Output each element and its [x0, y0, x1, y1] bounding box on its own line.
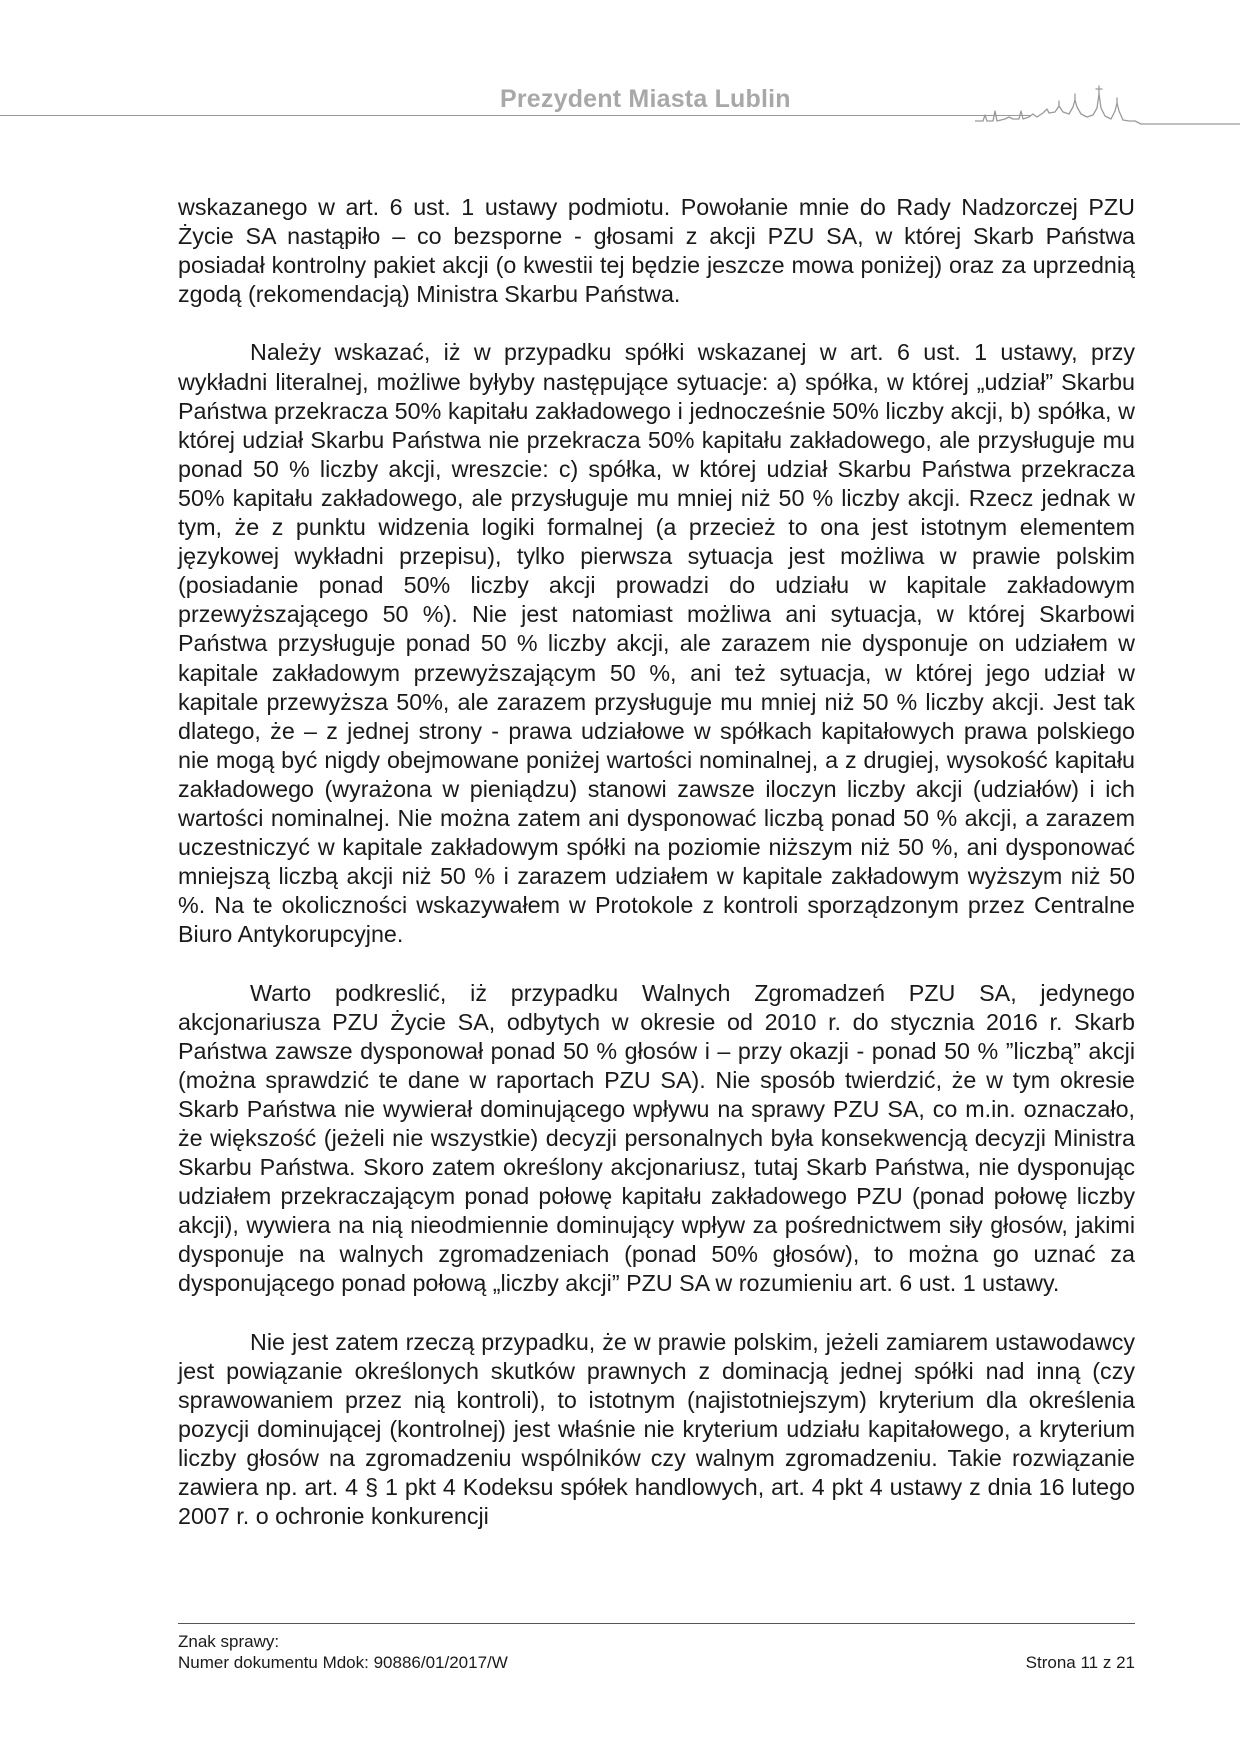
page-number: Strona 11 z 21 — [1025, 1653, 1135, 1672]
footer-row — [178, 1652, 1135, 1673]
document-number: Numer dokumentu Mdok: 90886/01/2017/W — [178, 1653, 508, 1672]
paragraph-2: Należy wskazać, iż w przypadku spółki wskazanej w art. 6 ust. 1 ustawy, przy wykładni literalnej, możliwe byłyby następujące sytuacje: a) spółka, w której „udział” Skarbu Państwa przekracza 50% kapitału zakładowego i jednocześnie 50% liczby akcji, b) spółka, w której udział Skarbu Państwa nie przekracza 50% kapitału zakładowego, ale przysługuje mu ponad 50 % liczby akcji, wreszcie: c) spółka, w której udział Skarbu Państwa przekracza 50% kapitału zakładowego, ale przysługuje mu mniej niż 50 % liczby akcji. Rzecz jednak w tym, że z punktu widzenia logiki formalnej (a przecież to ona jest istotnym elementem językowej wykładni przepisu), tylko pierwsza sytuacja jest możliwa w prawie polskim (posiadanie ponad 50% liczby akcji prowadzi do udziału w kapitale zakładowym przewyższającego 50 %). Nie jest natomiast możliwa ani sytuacja, w której Skarbowi Państwa przysługuje ponad 50 % liczby akcji, ale zarazem nie dysponuje on udziałem w kapitale zakładowym przewyższającym 50 %, ani też sytuacja, w której jego udział w kapitale przewyższa 50%, ale zarazem przysługuje mu mniej niż 50 % liczby akcji. Jest tak dlatego, że – z jednej strony - prawa udziałowe w spółkach kapitałowych prawa polskiego nie mogą być nigdy obejmowane poniżej wartości nominalnej, a z drugiej, wysokość kapitału zakładowego (wyrażona w pieniądzu) stanowi zawsze iloczyn liczby akcji (udziałów) i ich wartości nominalnej. Nie można zatem ani dysponować liczbą ponad 50 % akcji, a zarazem uczestniczyć w kapitale zakładowym spółki na poziomie niższym niż 50 %, ani dysponować mniejszą liczbą akcji niż 50 % i zarazem udziałem w kapitale zakładowym wyższym niż 50 %. Na te okoliczności wskazywałem w Protokole z kontroli sporządzonym przez Centralne Biuro Antykorupcyjne. — [178, 339, 1135, 948]
document-body — [178, 193, 1135, 1560]
footer-divider — [178, 1623, 1135, 1624]
header-divider — [0, 115, 1030, 116]
page-footer — [178, 1623, 1135, 1673]
paragraph-4: Nie jest zatem rzeczą przypadku, że w prawie polskim, jeżeli zamiarem ustawodawcy jest powiązanie określonych skutków prawnych z dominacją jednej spółki nad inną (czy sprawowaniem przez nią kontroli), to istotnym (najistotniejszym) kryterium dla określenia pozycji dominującej (kontrolnej) jest właśnie nie kryterium udziału kapitałowego, a kryterium liczby głosów na zgromadzeniu wspólników czy walnym zgromadzeniu. Takie rozwiązanie zawiera np. art. 4 § 1 pkt 4 Kodeksu spółek handlowych, art. 4 pkt 4 ustawy z dnia 16 lutego 2007 r. o ochronie konkurencji — [178, 1328, 1135, 1530]
paragraph-3: Warto podkreslić, iż przypadku Walnych Zgromadzeń PZU SA, jedynego akcjonariusza PZU Życie SA, odbytych w okresie od 2010 r. do stycznia 2016 r. Skarb Państwa zawsze dysponował ponad 50 % głosów i – przy okazji - ponad 50 % ”liczbą” akcji (można sprawdzić te dane w raportach PZU SA). Nie sposób twierdzić, że w tym okresie Skarb Państwa nie wywierał dominującego wpływu na sprawy PZU SA, co m.in. oznaczało, że większość (jeżeli nie wszystkie) decyzji personalnych była konsekwencją decyzji Ministra Skarbu Państwa. Skoro zatem określony akcjonariusz, tutaj Skarb Państwa, nie dysponując udziałem przekraczającym ponad połowę kapitału zakładowego PZU (ponad połowę liczby akcji), wywiera na nią nieodmiennie dominujący wpływ za pośrednictwem siły głosów, jakimi dysponuje na walnych zgromadzeniach (ponad 50% głosów), to można go uznać za dysponującego ponad połową „liczby akcji” PZU SA w rozumieniu art. 6 ust. 1 ustawy. — [178, 979, 1135, 1297]
page-header — [0, 60, 1240, 130]
paragraph-1: wskazanego w art. 6 ust. 1 ustawy podmiotu. Powołanie mnie do Rady Nadzorczej PZU Życie SA nastąpiło – co bezsporne - głosami z akcji PZU SA, w której Skarb Państwa posiadał kontrolny pakiet akcji (o kwestii tej będzie jeszcze mowa poniżej) oraz za uprzednią zgodą (rekomendacją) Ministra Skarbu Państwa. — [178, 194, 1135, 308]
header-title: Prezydent Miasta Lublin — [500, 85, 791, 113]
lublin-skyline-icon — [975, 68, 1240, 130]
case-number-label: Znak sprawy: — [178, 1632, 280, 1651]
